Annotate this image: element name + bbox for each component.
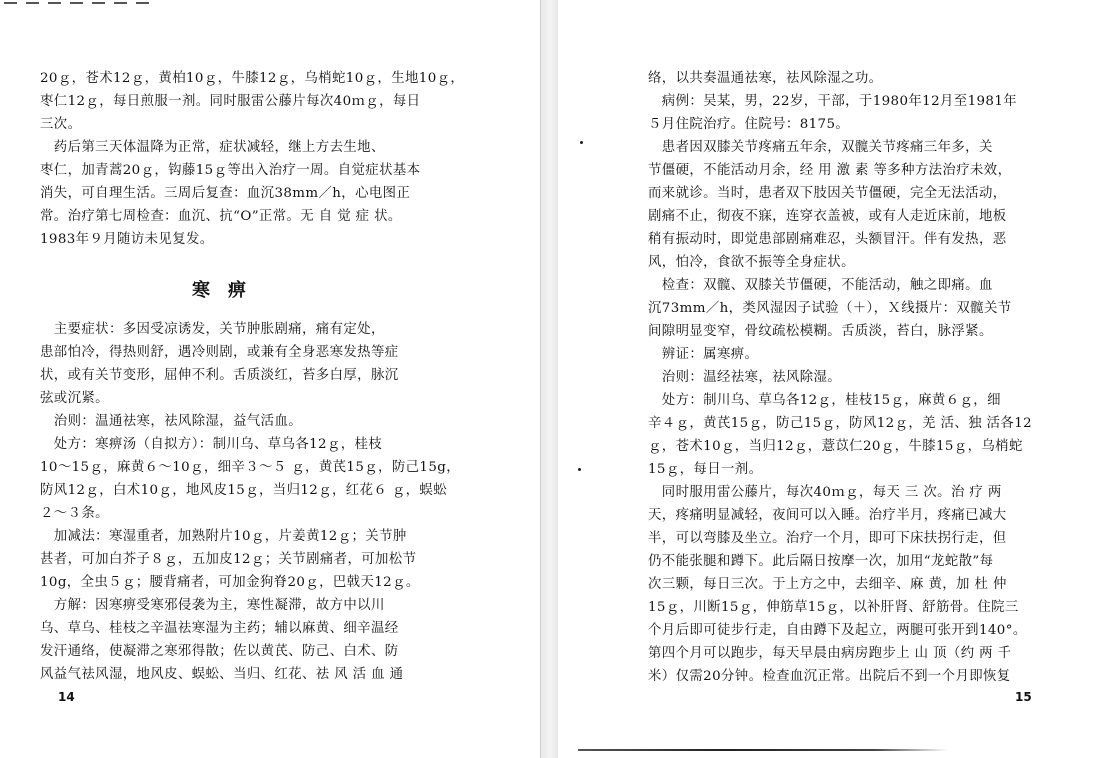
text-line: 15ｇ，每日一剂。 xyxy=(648,462,763,477)
text-line: 个月后即可徒步行走，自由蹲下及起立，两腿可张开到140°。 xyxy=(648,623,1027,638)
page-number: 15 xyxy=(1015,690,1032,704)
text-line: 而来就诊。当时，患者双下肢因关节僵硬，完全无法活动， xyxy=(648,186,1007,201)
text-line: 主要症状：多因受凉诱发，关节肿胀剧痛，痛有定处， xyxy=(40,322,385,337)
text-line: 患者因双膝关节疼痛五年余，双髋关节疼痛三年多，关 xyxy=(648,140,993,155)
text-line: 方解：因寒痹受寒邪侵袭为主，寒性凝滞，故方中以川 xyxy=(40,598,385,613)
text-line: 药后第三天体温降为正常，症状减轻，继上方去生地、 xyxy=(40,140,385,155)
text-line: 间隙明显变窄，骨纹疏松模糊。舌质淡，苔白，脉浮紧。 xyxy=(648,324,993,339)
text-line: 三次。 xyxy=(40,117,82,132)
text-line: 治则：温经祛寒，祛风除湿。 xyxy=(648,370,842,385)
text-line: 治则：温通祛寒，祛风除湿，益气活血。 xyxy=(40,414,303,429)
text-line: 1983年９月随访未见复发。 xyxy=(40,232,214,247)
dash-mark xyxy=(48,2,61,4)
dash-mark xyxy=(114,2,127,4)
top-dash-marks xyxy=(4,2,149,4)
text-line: 辛４ｇ，黄芪15ｇ，防己15ｇ，防风12ｇ，羌 活、独 活各12 xyxy=(648,416,1033,431)
text-line: 处方：寒痹汤（自拟方）：制川乌、草乌各12ｇ，桂枝 xyxy=(40,437,383,452)
text-line: 枣仁，加青蒿20ｇ，钩藤15ｇ等出入治疗一周。自觉症状基本 xyxy=(40,163,421,178)
dash-mark xyxy=(136,2,149,4)
text-line: 病例：吴某，男，22岁，干部，于1980年12月至1981年 xyxy=(648,94,1018,109)
text-line: 10g，全虫５ｇ；腰背痛者，可加金狗脊20ｇ，巴戟天12ｇ。 xyxy=(40,575,420,590)
text-line: 沉73mm／h，类风湿因子试验（＋），Ｘ线摄片：双髋关节 xyxy=(648,301,1012,316)
text-line: 络，以共奏温通祛寒，祛风除湿之功。 xyxy=(648,71,883,86)
text-line: 同时服用雷公藤片，每次40ｍｇ，每天 三 次。治 疗 两 xyxy=(648,485,1002,500)
text-line: 辨证：属寒痹。 xyxy=(648,347,759,362)
text-line: 稍有振动时，即觉患部剧痛难忍，头额冒汗。伴有发热，恶 xyxy=(648,232,1007,247)
text-line: 天，疼痛明显减轻，夜间可以入睡。治疗半月，疼痛已减大 xyxy=(648,508,1007,523)
text-line: 次三颗，每日三次。于上方之中，去细辛、麻 黄，加 杜 仲 xyxy=(648,577,1007,592)
dash-mark xyxy=(70,2,83,4)
text-line: 第四个月可以跑步，每天早晨由病房跑步上 山 顶（约 两 千 xyxy=(648,646,1012,661)
text-line: 节僵硬，不能活动月余，经 用 激 素 等多种方法治疗未效， xyxy=(648,163,1012,178)
text-line: 发汗通络，使凝滞之寒邪得散；佐以黄芪、防己、白术、防 xyxy=(40,644,399,659)
dash-mark xyxy=(92,2,105,4)
text-line: ２～３条。 xyxy=(40,506,109,521)
page-gutter xyxy=(540,0,560,758)
section-title: 寒 痹 xyxy=(192,280,246,301)
text-line: 防风12ｇ，白术10ｇ，地风皮15ｇ，当归12ｇ，红花６ ｇ，蜈蚣 xyxy=(40,483,447,498)
dash-mark xyxy=(26,2,39,4)
scan-edge-line xyxy=(578,749,948,751)
text-line: 10～15ｇ，麻黄６～10ｇ，细辛３～５ ｇ，黄芪15ｇ，防己15g， xyxy=(40,460,461,475)
page-15 xyxy=(558,0,1097,758)
text-line: ｇ，苍术10ｇ，当归12ｇ，薏苡仁20ｇ，牛膝15ｇ，乌梢蛇 xyxy=(648,439,1023,454)
text-line: 检查：双髋、双膝关节僵硬，不能活动，触之即痛。血 xyxy=(648,278,993,293)
text-line: 半，可以弯膝及坐立。治疗一个月，即可下床扶拐行走，但 xyxy=(648,531,1007,546)
text-line: 状，或有关节变形，屈伸不利。舌质淡红，苔多白厚，脉沉 xyxy=(40,368,399,383)
text-line: 加减法：寒湿重者，加熟附片10ｇ，片姜黄12ｇ；关节肿 xyxy=(40,529,407,544)
text-line: 乌、草乌、桂枝之辛温祛寒湿为主药；辅以麻黄、细辛温经 xyxy=(40,621,399,636)
scan-speck xyxy=(578,468,581,471)
dash-mark xyxy=(4,2,17,4)
page-number: 14 xyxy=(58,690,75,704)
scan-speck xyxy=(580,141,583,144)
page-14 xyxy=(0,0,540,758)
text-line: 米）仅需20分钟。检查血沉正常。出院后不到一个月即恢复 xyxy=(648,669,1011,684)
text-line: 消失，可自理生活。三周后复查：血沉38mm／h，心电图正 xyxy=(40,186,411,201)
text-line: 剧痛不止，彻夜不寐，连穿衣盖被，或有人走近床前，地板 xyxy=(648,209,1007,224)
text-line: 仍不能张腿和蹲下。此后隔日按摩一次，加用“龙蛇散”每 xyxy=(648,554,994,569)
text-line: 20ｇ，苍术12ｇ，黄柏10ｇ，牛膝12ｇ，乌梢蛇10ｇ，生地10ｇ， xyxy=(40,71,465,86)
text-line: 风益气祛风湿，地风皮、蜈蚣、当归、红花、祛 风 活 血 通 xyxy=(40,667,404,682)
text-line: 15ｇ，川断15ｇ，伸筋草15ｇ，以补肝肾、舒筋骨。住院三 xyxy=(648,600,1019,615)
text-line: 弦或沉紧。 xyxy=(40,391,109,406)
text-line: 常。治疗第七周检查：血沉、抗“O”正常。无 自 觉 症 状。 xyxy=(40,209,402,224)
text-line: 枣仁12ｇ，每日煎服一剂。同时服雷公藤片每次40ｍｇ，每日 xyxy=(40,94,421,109)
text-line: ５月住院治疗。住院号：8175。 xyxy=(648,117,850,132)
text-line: 处方：制川乌、草乌各12ｇ，桂枝15ｇ，麻黄６ｇ，细 xyxy=(648,393,1001,408)
text-line: 风，怕冷，食欲不振等全身症状。 xyxy=(648,255,855,270)
text-line: 甚者，可加白芥子８ｇ，五加皮12ｇ；关节剧痛者，可加松节 xyxy=(40,552,417,567)
text-line: 患部怕冷，得热则舒，遇冷则剧，或兼有全身恶寒发热等症 xyxy=(40,345,399,360)
